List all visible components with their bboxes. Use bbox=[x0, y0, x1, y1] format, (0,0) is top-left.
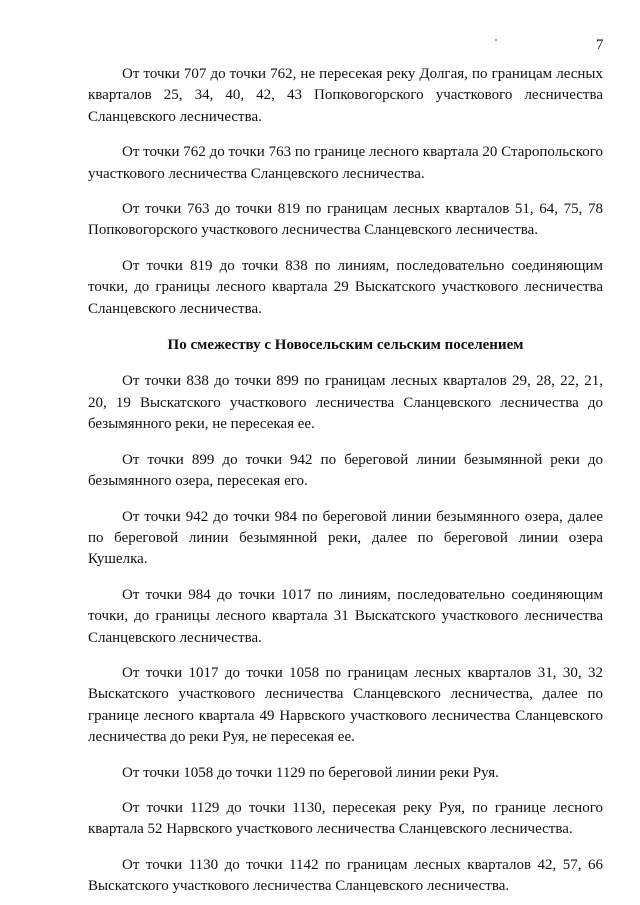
section-heading: По смежеству с Новосельским сельским поселением bbox=[167, 337, 524, 354]
boundary-paragraph: От точки 899 до точки 942 по береговой линии безымянной реки до безымянного озера, пересекая его. bbox=[88, 451, 603, 490]
boundary-paragraph: От точки 1130 до точки 1142 по границам лесных кварталов 42, 57, 66 Выскатского участкового лесничества Сланцевского лесничества. bbox=[88, 856, 603, 895]
boundary-paragraph: От точки 819 до точки 838 по линиям, последовательно соединяющим точки, до границы лесного квартала 29 Выскатского участкового лесничества Сланцевского лесничества. bbox=[88, 257, 603, 317]
document-body bbox=[88, 64, 603, 898]
boundary-paragraph: От точки 838 до точки 899 по границам лесных кварталов 29, 28, 22, 21, 20, 19 Выскатского участкового лесничества Сланцевского лесничества до безымянного реки, не пересекая ее. bbox=[88, 373, 603, 433]
boundary-paragraph: От точки 1129 до точки 1130, пересекая реку Руя, по границе лесного квартала 52 Нарвского участкового лесничества Сланцевского лесничества. bbox=[88, 799, 603, 838]
boundary-paragraph: От точки 707 до точки 762, не пересекая реку Долгая, по границам лесных кварталов 25, 34, 40, 42, 43 Попковогорского участкового лесничества Сланцевского лесничества. bbox=[88, 66, 603, 125]
boundary-paragraph: От точки 984 до точки 1017 по линиям, последовательно соединяющим точки, до границы лесного квартала 31 Выскатского участкового лесничества Сланцевского лесничества. bbox=[88, 586, 603, 646]
boundary-paragraph: От точки 942 до точки 984 по береговой линии безымянного озера, далее по береговой линии безымянной реки, далее по береговой линии озера Кушелка. bbox=[88, 508, 603, 568]
boundary-paragraph: От точки 1058 до точки 1129 по береговой линии реки Руя. bbox=[122, 764, 499, 781]
boundary-paragraph: От точки 763 до точки 819 по границам лесных кварталов 51, 64, 75, 78 Попковогорского участкового лесничества Сланцевского лесничества. bbox=[88, 201, 603, 239]
page-number: 7 bbox=[596, 37, 604, 53]
boundary-paragraph: От точки 1017 до точки 1058 по границам лесных кварталов 31, 30, 32 Выскатского участкового лесничества Сланцевского лесничества, далее по границе лесного квартала 49 Нарвского участкового лесничества Сланцевского лесничества до реки Руя, не пересекая ее. bbox=[88, 664, 603, 746]
boundary-paragraph: От точки 762 до точки 763 по границе лесного квартала 20 Старопольского участкового лесничества Сланцевского лесничества. bbox=[88, 144, 603, 182]
scan-speck bbox=[495, 39, 497, 41]
